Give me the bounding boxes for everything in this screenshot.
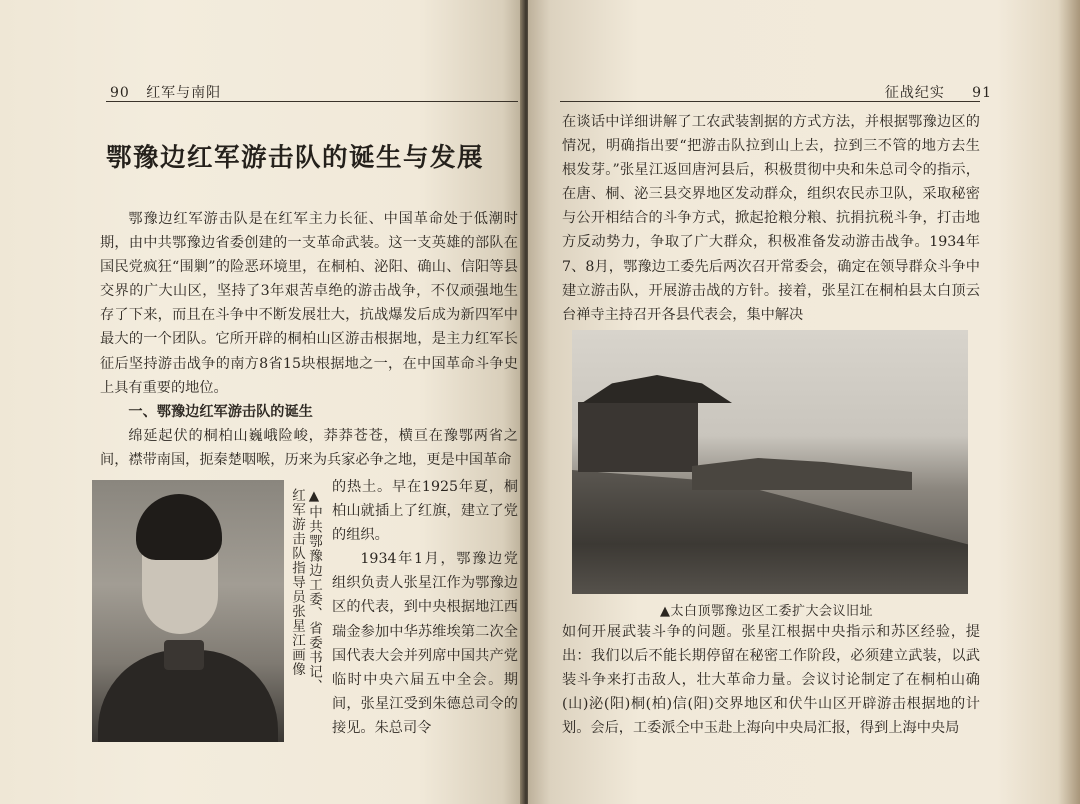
right-page-number: 91 <box>972 85 992 101</box>
right-running-head: 征战纪实 <box>884 85 945 101</box>
temple-photo-hall <box>578 402 698 472</box>
paragraph-2: 绵延起伏的桐柏山巍峨险峻，莽莽苍苍，横亘在豫鄂两省之间，襟带南国，扼秦楚咽喉，历来为兵家必争之地，更是中国革命 <box>100 427 518 468</box>
right-running-header <box>885 82 992 102</box>
left-body-top <box>100 207 518 472</box>
portrait-hair <box>136 494 222 560</box>
paragraph-2-continued: 的热土。早在1925年夏，桐柏山就插上了红旗，建立了党的组织。 <box>332 479 518 544</box>
right-paragraph-bottom: 如何开展武装斗争的问题。张星江根据中央指示和苏区经验，提出：我们以后不能长期停留在秘密工作阶段，必须建立武装，以武装斗争来打击敌人，壮大革命力量。会议讨论制定了在桐柏山确(山)泌(阳)桐(柏)信(阳)交界地区和伏牛山区开辟游击根据地的计划。会后，工委派仝中玉赴上海向中央局汇报，得到上海中央局 <box>562 624 980 737</box>
right-paragraph-top: 在谈话中详细讲解了工农武装割据的方式方法，并根据鄂豫边区的情况，明确指出要“把游击队拉到山上去，拉到三不管的地方去生根发芽。”张星江返回唐河县后，积极贯彻中央和朱总司令的指示，在唐、桐、泌三县交界地区发动群众，组织农民赤卫队，采取秘密与公开相结合的斗争方式，掀起抢粮分粮、抗捐抗税斗争，打击地方反动势力，争取了广大群众，积极准备发动游击战争。1934年7、8月，鄂豫边工委先后两次召开常委会，确定在领导群众斗争中建立游击队，开展游击战的方针。接着，张星江在桐柏县太白顶云台禅寺主持召开各县代表会，集中解决 <box>562 114 980 323</box>
paragraph-3: 1934年1月，鄂豫边党组织负责人张星江作为鄂豫边区的代表，到中央根据地江西瑞金参加中华苏维埃第二次全国代表大会并列席中国共产党临时中央六届五中全会。期间，张星江受到朱德总司令的接见。朱总司令 <box>332 551 518 736</box>
temple-photo-roof <box>582 375 732 403</box>
temple-photo <box>572 330 968 594</box>
right-body-top <box>562 110 980 327</box>
left-page-number: 90 <box>110 85 130 101</box>
intro-paragraph: 鄂豫边红军游击队是在红军主力长征、中国革命处于低潮时期，由中共鄂豫边省委创建的一支革命武装。这一支英雄的部队在国民党疯狂“围剿”的险恶环境里，在桐柏、泌阳、确山、信阳等县交界的广大山区，坚持了3年艰苦卓绝的游击战争，不仅顽强地生存了下来，而且在斗争中不断发展壮大，抗战爆发后成为新四军中最大的一个团队。它所开辟的桐柏山区游击根据地，是主力红军长征后坚持游击战争的南方8省15块根据地之一，在中国革命斗争史上具有重要的地位。 <box>100 211 518 396</box>
temple-photo-buildings <box>692 450 912 490</box>
chapter-title: 鄂豫边红军游击队的诞生与发展 <box>106 143 485 173</box>
portrait-caption-col1: ▲中共鄂豫边工委、省委书记、 <box>306 488 322 694</box>
temple-photo-caption: ▲太白顶鄂豫边区工委扩大会议旧址 <box>660 604 873 619</box>
portrait-caption <box>288 488 322 738</box>
left-running-header <box>110 82 221 102</box>
section-heading: 一、鄂豫边红军游击队的诞生 <box>128 403 313 420</box>
left-page <box>0 0 524 804</box>
left-body-side <box>332 475 518 740</box>
left-running-head: 红军与南阳 <box>146 85 222 101</box>
right-body-bottom <box>562 620 980 740</box>
portrait-photo <box>92 480 284 742</box>
portrait-collar <box>164 640 204 670</box>
right-header-rule <box>560 101 980 102</box>
left-header-rule <box>106 101 518 102</box>
portrait-caption-col2: 红军游击队指导员张星江画像 <box>289 488 305 677</box>
